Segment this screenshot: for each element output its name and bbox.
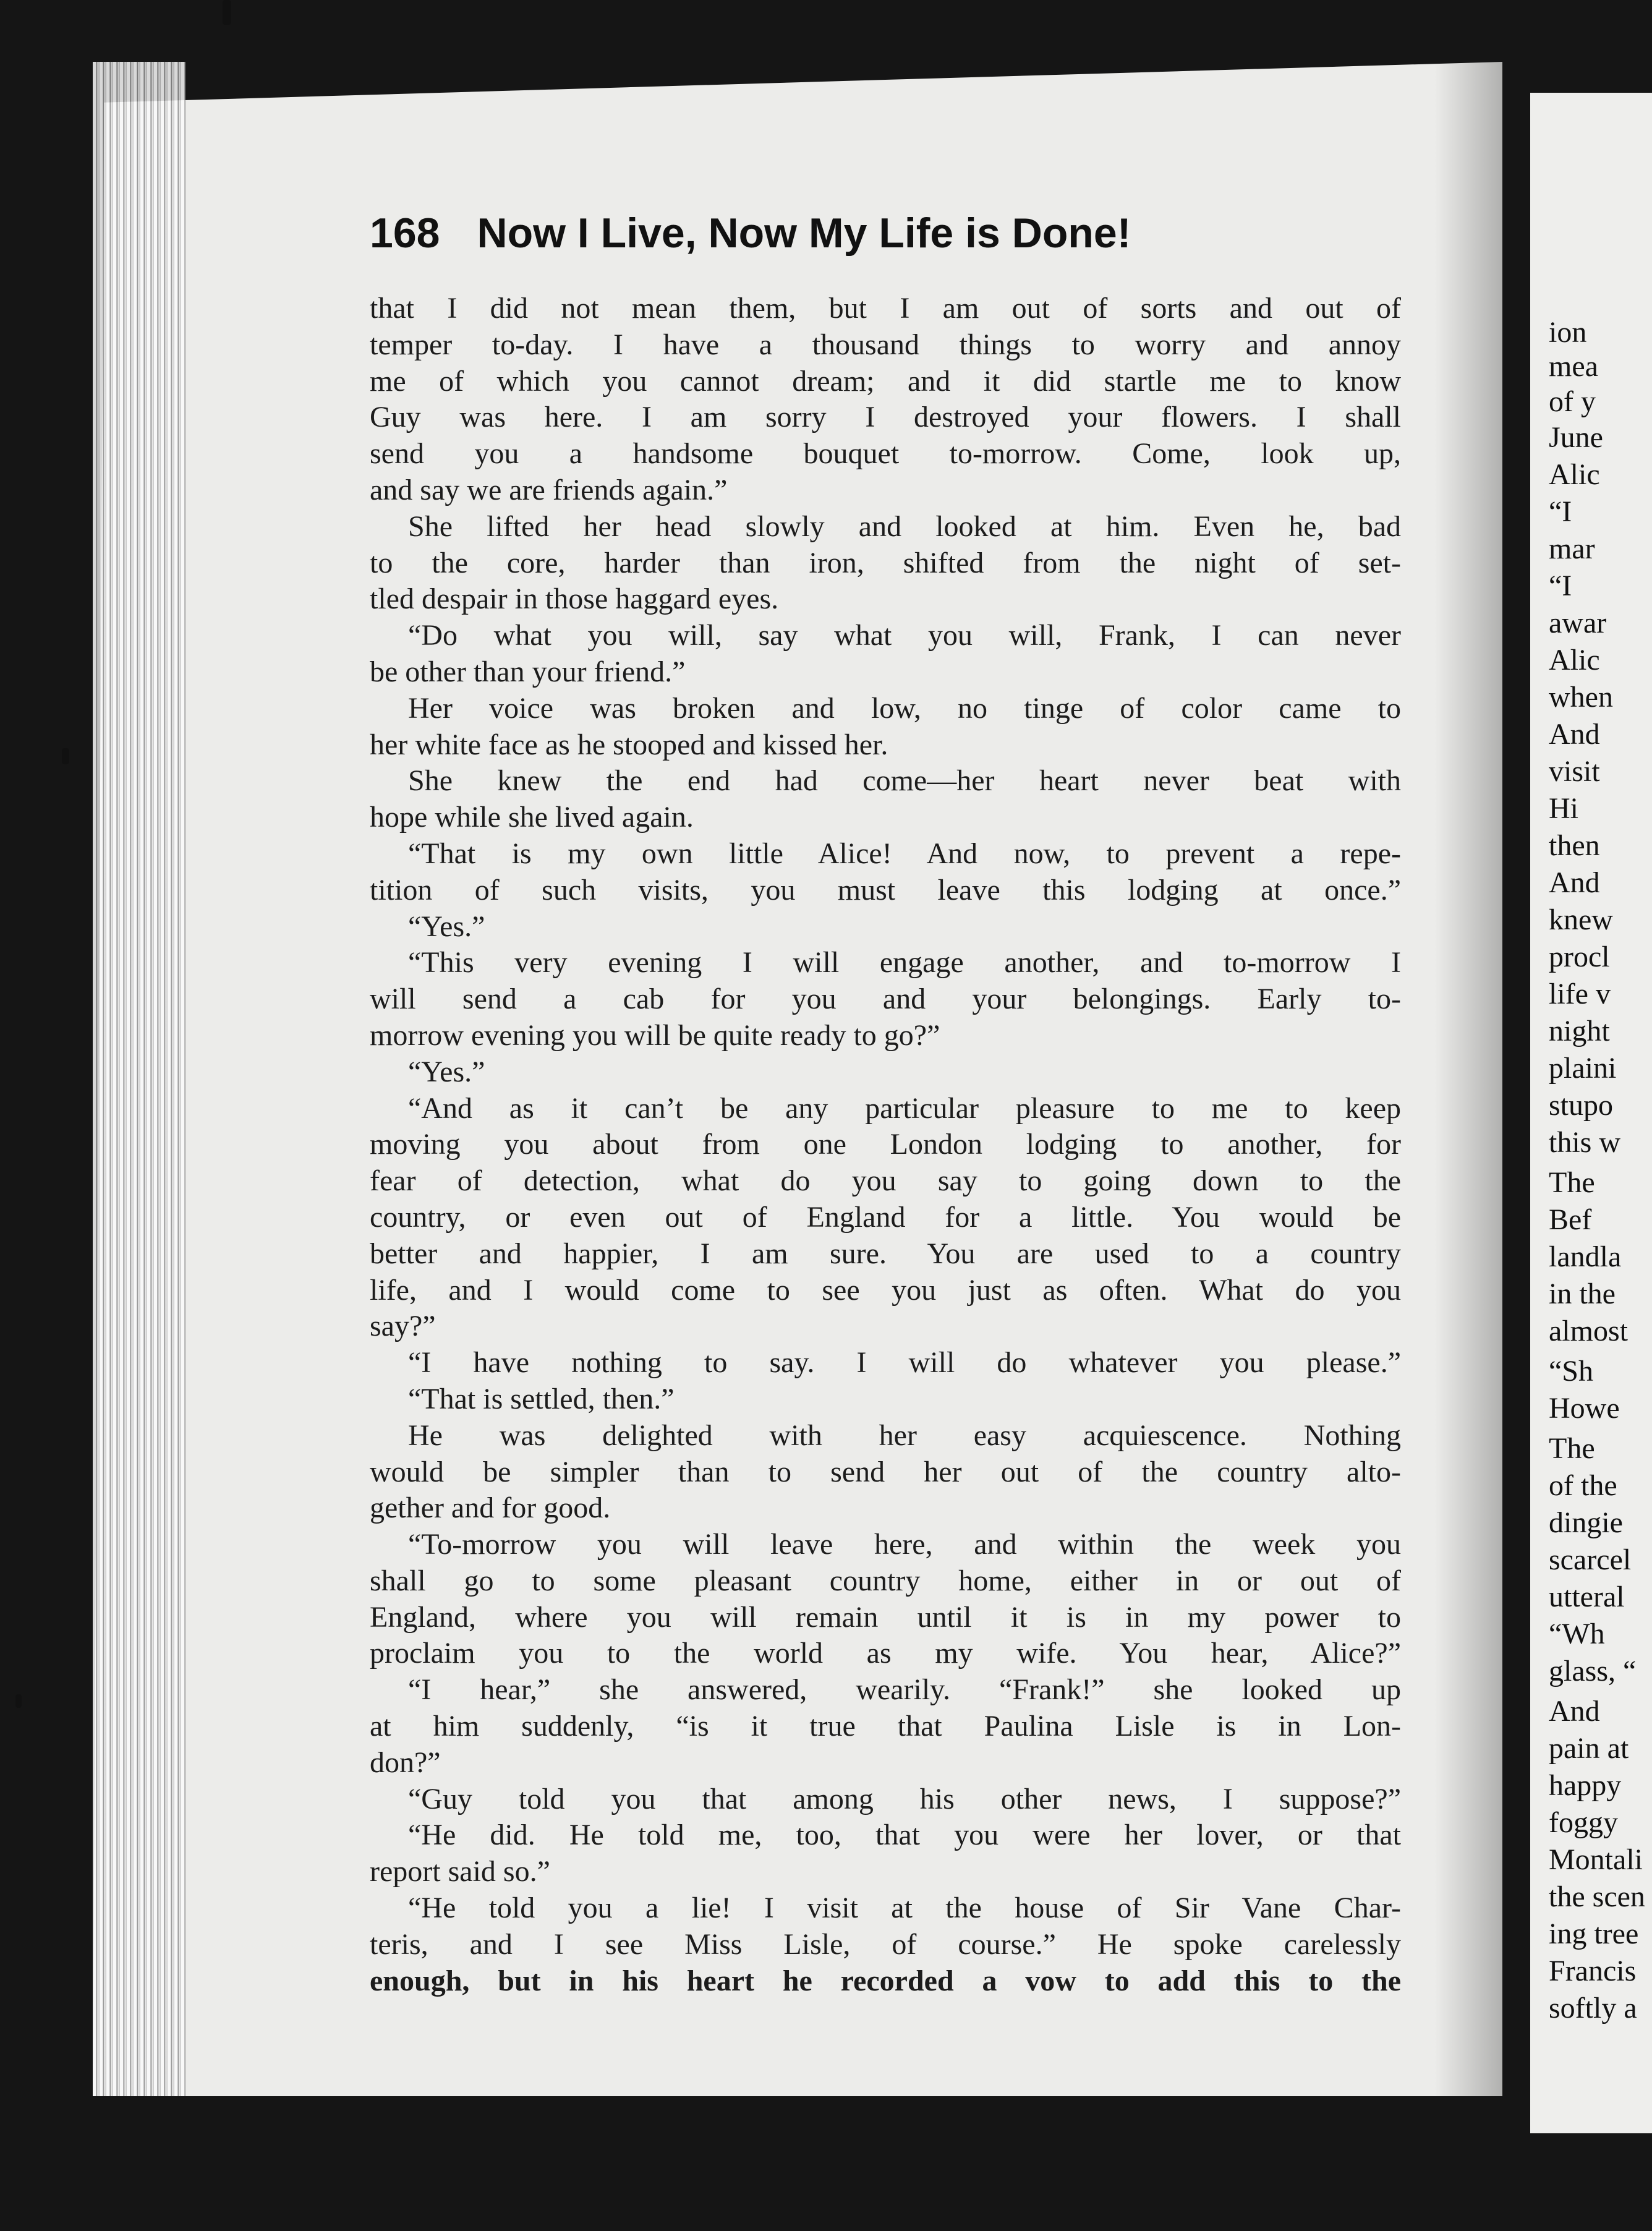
text-line: life, and I would come to see you just as often. What do you — [370, 1273, 1401, 1307]
text-line: “Do what you will, say what you will, Frank, I can never — [408, 619, 1401, 652]
text-line: teris, and I see Miss Lisle, of course.” He spoke carelessly — [370, 1927, 1401, 1961]
facing-line: Alic — [1549, 644, 1600, 676]
facing-line: Montali — [1549, 1843, 1643, 1876]
facing-line: Bef — [1549, 1203, 1592, 1236]
facing-line: the scen — [1549, 1880, 1645, 1913]
facing-line: “Sh — [1549, 1355, 1593, 1388]
text-line: better and happier, I am sure. You are used to a country — [370, 1237, 1401, 1270]
text-line: Her voice was broken and low, no tinge of color came to — [408, 691, 1401, 725]
text-line: that I did not mean them, but I am out of sorts and out of — [370, 292, 1401, 325]
facing-line: The — [1549, 1166, 1595, 1199]
facing-line: happy — [1549, 1769, 1622, 1802]
facing-line: in the — [1549, 1278, 1616, 1310]
text-line: “Yes.” — [408, 1055, 485, 1088]
facing-line: landla — [1549, 1240, 1622, 1273]
text-line: tled despair in those haggard eyes. — [370, 582, 779, 616]
text-line: temper to-day. I have a thousand things to worry and annoy — [370, 328, 1401, 361]
text-line: tition of such visits, you must leave this lodging at once.” — [370, 873, 1401, 906]
facing-line: dingie — [1549, 1506, 1623, 1539]
facing-line: knew — [1549, 903, 1613, 936]
facing-line: then — [1549, 829, 1600, 862]
facing-line: ion — [1549, 316, 1587, 349]
facing-line: life v — [1549, 978, 1611, 1010]
facing-line: Howe — [1549, 1392, 1620, 1425]
facing-line: mea — [1549, 350, 1598, 383]
text-line: enough, but in his heart he recorded a vow to add this to the — [370, 1964, 1401, 1997]
text-line: She lifted her head slowly and looked at him. Even he, bad — [408, 510, 1401, 543]
facing-line: stupo — [1549, 1089, 1614, 1122]
text-line: at him suddenly, “is it true that Paulina Lisle is in Lon- — [370, 1710, 1401, 1743]
facing-line: “Wh — [1549, 1618, 1605, 1650]
running-title: Now I Live, Now My Life is Done! — [477, 210, 1131, 257]
text-line: don?” — [370, 1746, 441, 1779]
facing-line: mar — [1549, 532, 1595, 565]
page-edges — [93, 62, 185, 2096]
facing-line: And — [1549, 1695, 1600, 1728]
text-line: be other than your friend.” — [370, 655, 686, 688]
text-line: say?” — [370, 1310, 436, 1343]
text-line: will send a cab for you and your belongings. Early to- — [370, 983, 1401, 1016]
facing-line: ing tree — [1549, 1917, 1639, 1950]
facing-line: And — [1549, 718, 1600, 751]
facing-line: this w — [1549, 1126, 1621, 1159]
text-line: shall go to some pleasant country home, either in or out of — [370, 1564, 1401, 1597]
facing-line: pain at — [1549, 1732, 1629, 1765]
facing-line: “I — [1549, 569, 1572, 602]
facing-line: softly a — [1549, 1992, 1637, 2024]
text-line: fear of detection, what do you say to going down to the — [370, 1164, 1401, 1198]
text-line: moving you about from one London lodging to another, for — [370, 1128, 1401, 1161]
facing-line: And — [1549, 866, 1600, 899]
facing-line: when — [1549, 681, 1613, 714]
facing-line: foggy — [1549, 1806, 1618, 1839]
scan-speck — [15, 1694, 22, 1708]
text-line: and say we are friends again.” — [370, 473, 728, 506]
text-line: “I hear,” she answered, wearily. “Frank!” she looked up — [408, 1673, 1401, 1707]
text-line: her white face as he stooped and kissed her. — [370, 728, 888, 761]
facing-line: Francis — [1549, 1955, 1637, 1987]
facing-line: of y — [1549, 385, 1596, 418]
text-line: “Yes.” — [408, 910, 485, 943]
text-line: proclaim you to the world as my wife. You hear, Alice?” — [370, 1637, 1401, 1670]
text-line: hope while she lived again. — [370, 801, 694, 834]
facing-line: awar — [1549, 607, 1607, 639]
text-line: would be simpler than to send her out of the country alto- — [370, 1455, 1401, 1488]
page-number: 168 — [370, 210, 440, 257]
facing-line: The — [1549, 1432, 1595, 1465]
text-line: “And as it can’t be any particular pleasure to me to keep — [408, 1091, 1401, 1125]
text-line: He was delighted with her easy acquiescence. Nothing — [408, 1418, 1401, 1452]
facing-page-fragment — [1530, 93, 1652, 2133]
text-line: me of which you cannot dream; and it did startle me to know — [370, 364, 1401, 398]
text-line: “Guy told you that among his other news, I suppose?” — [408, 1782, 1401, 1815]
text-line: to the core, harder than iron, shifted from the night of set- — [370, 546, 1401, 579]
facing-line: visit — [1549, 755, 1600, 788]
page-body-text — [370, 291, 1401, 1999]
text-line: report said so.” — [370, 1855, 550, 1888]
spine-shadow — [1434, 62, 1502, 2096]
facing-line: Hi — [1549, 792, 1578, 825]
text-line: She knew the end had come—her heart never beat with — [408, 764, 1401, 798]
text-line: “He did. He told me, too, that you were her lover, or that — [408, 1819, 1401, 1852]
facing-line: glass, “ — [1549, 1655, 1637, 1687]
text-line: gether and for good. — [370, 1491, 611, 1525]
text-line: “That is my own little Alice! And now, to prevent a repe- — [408, 837, 1401, 870]
text-line: England, where you will remain until it is in my power to — [370, 1600, 1401, 1634]
facing-line: Alic — [1549, 458, 1600, 491]
scan-speck — [62, 748, 69, 764]
facing-line: night — [1549, 1015, 1610, 1047]
text-line: send you a handsome bouquet to-morrow. Come, look up, — [370, 437, 1401, 471]
facing-line: scarcel — [1549, 1543, 1632, 1576]
running-header — [370, 209, 1297, 265]
facing-line: of the — [1549, 1469, 1617, 1502]
text-line: “He told you a lie! I visit at the house of Sir Vane Char- — [408, 1892, 1401, 1925]
facing-line: June — [1549, 421, 1603, 454]
text-line: country, or even out of England for a little. You would be — [370, 1200, 1401, 1234]
facing-line: procl — [1549, 941, 1610, 973]
text-line: “This very evening I will engage another, and to-morrow I — [408, 946, 1401, 979]
facing-line: almost — [1549, 1315, 1628, 1347]
text-line: “That is settled, then.” — [408, 1382, 675, 1415]
facing-line: plaini — [1549, 1052, 1617, 1085]
text-line: “To-morrow you will leave here, and within the week you — [408, 1528, 1401, 1561]
text-line: morrow evening you will be quite ready to go?” — [370, 1018, 940, 1052]
facing-line: utteral — [1549, 1580, 1625, 1613]
scan-speck — [223, 0, 231, 25]
facing-line: “I — [1549, 495, 1572, 528]
text-line: Guy was here. I am sorry I destroyed your flowers. I shall — [370, 401, 1401, 434]
text-line: “I have nothing to say. I will do whatever you please.” — [408, 1346, 1401, 1380]
